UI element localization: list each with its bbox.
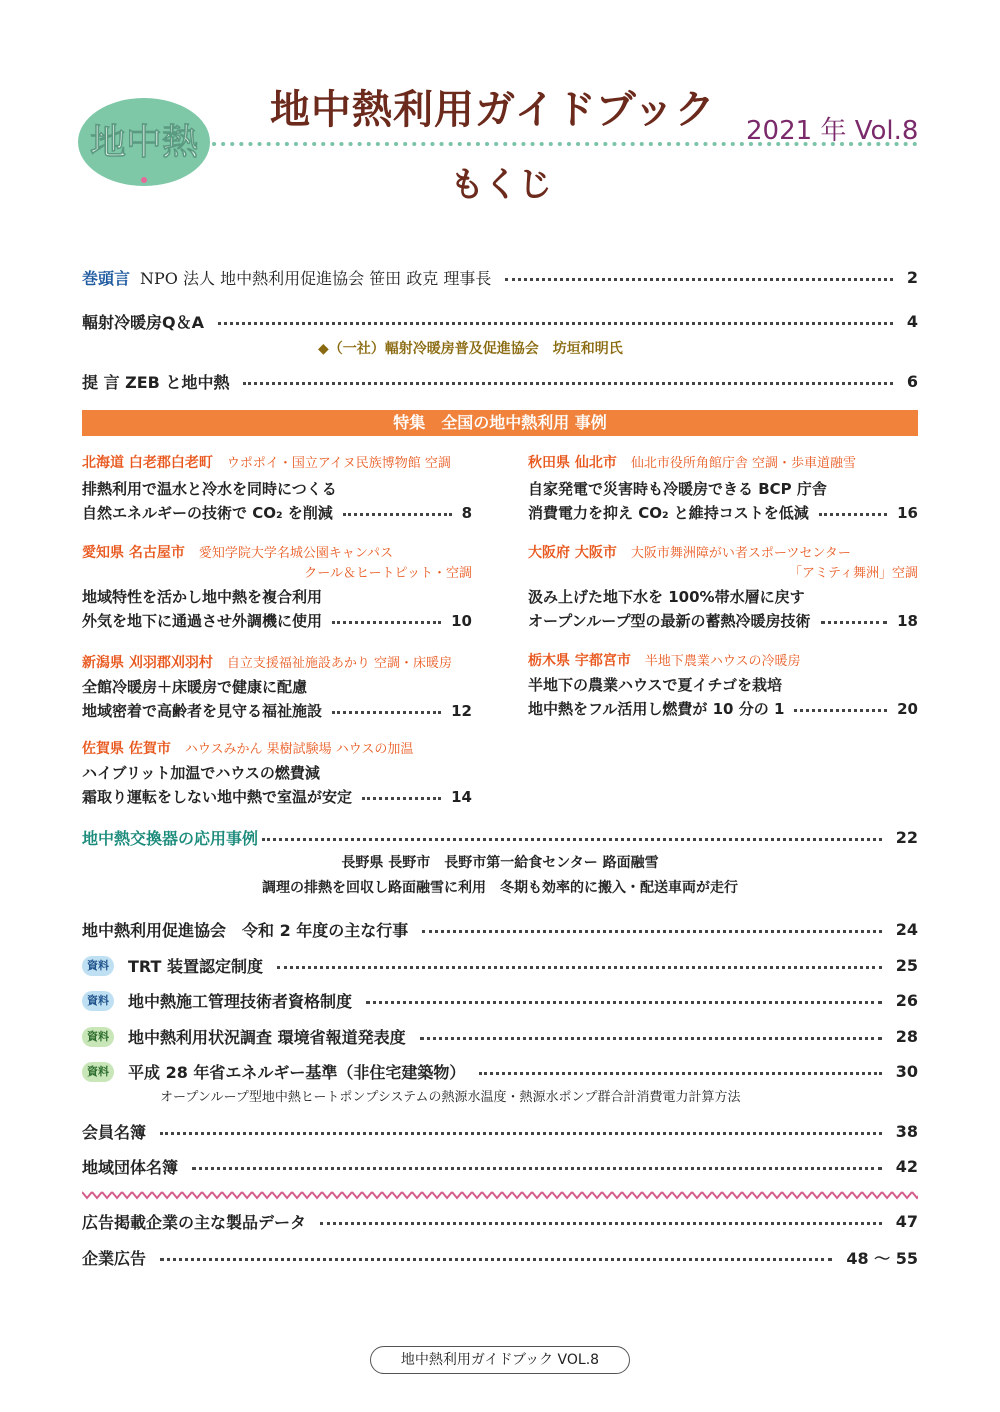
toc-qa-label: 輻射冷暖房Q＆A — [82, 313, 204, 332]
case-line1: 半地下の農業ハウスで夏イチゴを栽培 — [528, 676, 782, 694]
case-line1: 排熱利用で温水と冷水を同時につくる — [82, 480, 337, 498]
case-heading — [82, 652, 452, 672]
case-line — [528, 586, 918, 607]
toc-entry-label: TRT 装置認定制度 — [128, 957, 264, 976]
page-number: 25 — [895, 956, 918, 975]
case-heading — [528, 452, 856, 472]
case-heading — [82, 452, 451, 472]
case-line2: オープンループ型の最新の蓄熱冷暖房技術 — [528, 612, 811, 630]
case-line1: 地域特性を活かし地中熱を複合利用 — [82, 588, 323, 606]
page-number: 42 — [895, 1157, 918, 1176]
page-number: 47 — [895, 1212, 918, 1231]
toc-foreword-label: 巻頭言 — [82, 269, 131, 288]
page-number: 12 — [451, 701, 472, 720]
leader-dots — [332, 711, 441, 714]
case-entry-osaka[interactable] — [528, 610, 918, 631]
leader-dots — [479, 1072, 881, 1075]
exchanger-summary: 調理の排熱を回収し路面融雪に利用 冬期も効率的に搬入・配送車両が走行 — [262, 880, 738, 896]
case-entry-tochigi[interactable] — [528, 698, 918, 719]
case-line2: 地域密着で高齢者を見守る福祉施設 — [82, 702, 323, 720]
case-place: 佐賀県 佐賀市 — [82, 741, 171, 757]
page-number: 8 — [461, 503, 472, 522]
page-number: 20 — [897, 699, 918, 718]
page-number: 18 — [897, 611, 918, 630]
leader-dots — [332, 621, 441, 624]
special-feature-banner: 特集 全国の地中熱利用 事例 — [82, 410, 918, 436]
case-line2: 消費電力を抑え CO₂ と維持コストを低減 — [528, 504, 809, 522]
leader-dots — [362, 797, 441, 800]
case-facility: 大阪市舞洲障がい者スポーツセンター — [630, 546, 851, 561]
toc-events[interactable] — [82, 918, 918, 941]
case-place: 栃木県 宇都宮市 — [528, 653, 631, 669]
page-number: 38 — [895, 1122, 918, 1141]
page-number: 22 — [895, 828, 918, 847]
leader-dots — [277, 966, 882, 969]
leader-dots — [320, 1222, 882, 1225]
case-line1: 汲み上げた地下水を 100%帯水層に戻す — [528, 588, 805, 606]
case-heading — [528, 650, 801, 670]
toc-entry-label: 企業広告 — [82, 1249, 147, 1268]
toc-energy-standard[interactable] — [82, 1060, 918, 1083]
toc-members[interactable] — [82, 1120, 918, 1143]
toc-entry-label: 地中熱利用状況調査 環境省報道発表度 — [128, 1028, 406, 1047]
toc-entry-label: 平成 28 年省エネルギー基準（非住宅建築物） — [128, 1063, 466, 1082]
logo-badge — [76, 96, 212, 188]
case-line1: 全館冷暖房＋床暖房で健康に配慮 — [82, 678, 308, 696]
document-badge: 資料 — [82, 1062, 114, 1082]
case-line — [82, 478, 472, 499]
leader-dots — [218, 322, 893, 325]
toc-proposal-label: 提 言 ZEB と地中熱 — [82, 373, 230, 392]
case-facility-cont: 「アミティ舞洲」空調 — [789, 566, 918, 581]
footer-label: 地中熱利用ガイドブック VOL.8 — [370, 1346, 630, 1374]
case-entry-akita[interactable] — [528, 502, 918, 523]
case-entry-hokkaido[interactable] — [82, 502, 472, 523]
page-number: 6 — [906, 372, 918, 391]
case-line — [528, 674, 918, 695]
case-entry-saga[interactable] — [82, 786, 472, 807]
case-heading — [82, 738, 413, 758]
case-line2: 外気を地下に通過させ外調機に使用 — [82, 612, 323, 630]
page-title: 地中熱利用ガイドブック — [270, 87, 716, 133]
page-number: 10 — [451, 611, 472, 630]
case-place: 愛知県 名古屋市 — [82, 545, 185, 561]
page-number: 30 — [895, 1062, 918, 1081]
contents-heading: もくじ — [450, 165, 552, 205]
toc-exchanger-label: 地中熱交換器の応用事例 — [82, 829, 259, 848]
toc-entry-label: 広告掲載企業の主な製品データ — [82, 1213, 307, 1232]
case-facility: 半地下農業ハウスの冷暖房 — [644, 654, 801, 669]
toc-foreword-text: NPO 法人 地中熱利用促進協会 笹田 政克 理事長 — [140, 269, 492, 288]
case-line2: 自然エネルギーの技術で CO₂ を削減 — [82, 504, 333, 522]
document-badge: 資料 — [82, 956, 114, 976]
case-entry-niigata[interactable] — [82, 700, 472, 721]
toc-entry-label: 地中熱施工管理技術者資格制度 — [128, 992, 353, 1011]
logo-text: 地中熱 — [89, 122, 199, 163]
leader-dots — [366, 1001, 882, 1004]
page-number: 16 — [897, 503, 918, 522]
leader-dots — [160, 1258, 832, 1261]
case-place: 新潟県 刈羽郡刈羽村 — [82, 655, 213, 671]
page-number: 28 — [895, 1027, 918, 1046]
leader-dots — [262, 838, 882, 841]
leader-dots — [160, 1132, 882, 1135]
toc-trt[interactable] — [82, 954, 918, 977]
case-line — [528, 478, 918, 499]
case-heading — [82, 542, 393, 562]
case-facility: ハウスみかん 果樹試験場 ハウスの加温 — [184, 742, 414, 757]
toc-groups[interactable] — [82, 1155, 918, 1178]
case-facility: 自立支援福祉施設あかり 空調・床暖房 — [226, 656, 453, 671]
case-line — [82, 762, 472, 783]
toc-foreword[interactable] — [82, 266, 918, 289]
page-number: 2 — [906, 268, 918, 287]
volume-label: 2021 年 Vol.8 — [746, 116, 919, 146]
decorative-divider — [82, 1190, 918, 1200]
toc-proposal[interactable] — [82, 370, 918, 393]
case-entry-aichi[interactable] — [82, 610, 472, 631]
case-facility-cont: クール＆ヒートピット・空調 — [304, 566, 472, 581]
exchanger-location: 長野県 長野市 長野市第一給食センター 路面融雪 — [341, 855, 659, 871]
toc-entry-label: 地中熱利用促進協会 令和 2 年度の主な行事 — [82, 921, 409, 940]
leader-dots — [243, 382, 892, 385]
leader-dots — [505, 278, 893, 281]
page-number: 4 — [906, 312, 918, 331]
header-dotted-rule — [212, 140, 918, 148]
page-number: 48 〜 55 — [846, 1249, 918, 1268]
case-place: 北海道 白老郡白老町 — [82, 455, 213, 471]
page-number: 14 — [451, 787, 472, 806]
toc-entry-label: 会員名簿 — [82, 1123, 147, 1142]
toc-qa-author: ◆（一社）輻射冷暖房普及促進協会 坊垣和明氏 — [318, 341, 623, 357]
case-line2: 霜取り運転をしない地中熱で室温が安定 — [82, 788, 353, 806]
leader-dots — [794, 709, 887, 712]
toc-products[interactable] — [82, 1210, 918, 1233]
toc-qualification[interactable] — [82, 989, 918, 1012]
case-line2: 地中熱をフル活用し燃費が 10 分の 1 — [528, 700, 785, 718]
toc-survey[interactable] — [82, 1025, 918, 1048]
toc-qa[interactable] — [82, 310, 918, 333]
toc-entry-label: 地域団体名簿 — [82, 1158, 179, 1177]
case-line — [82, 676, 472, 697]
energy-standard-note: オープンループ型地中熱ヒートポンプシステムの熱源水温度・熱源水ポンプ群合計消費電力計算方法 — [160, 1090, 741, 1105]
document-badge: 資料 — [82, 991, 114, 1011]
case-place: 秋田県 仙北市 — [528, 455, 617, 471]
case-line1: ハイブリット加温でハウスの燃費減 — [82, 764, 320, 782]
case-place: 大阪府 大阪市 — [528, 545, 617, 561]
case-line — [82, 586, 472, 607]
leader-dots — [422, 930, 881, 933]
leader-dots — [821, 621, 888, 624]
leader-dots — [192, 1167, 882, 1170]
case-facility: 愛知学院大学名城公園キャンパス — [198, 546, 393, 561]
document-badge: 資料 — [82, 1027, 114, 1047]
case-facility: 仙北市役所角館庁舎 空調・歩車道融雪 — [630, 456, 857, 471]
toc-ads[interactable] — [82, 1246, 918, 1269]
leader-dots — [819, 513, 887, 516]
page-number: 24 — [895, 920, 918, 939]
leader-dots — [420, 1037, 882, 1040]
leader-dots — [343, 513, 452, 516]
toc-exchanger[interactable] — [82, 826, 918, 849]
case-facility: ウポポイ・国立アイヌ民族博物館 空調 — [226, 456, 451, 471]
case-heading — [528, 542, 851, 562]
page-number: 26 — [895, 991, 918, 1010]
case-line1: 自家発電で災害時も冷暖房できる BCP 庁舎 — [528, 480, 827, 498]
